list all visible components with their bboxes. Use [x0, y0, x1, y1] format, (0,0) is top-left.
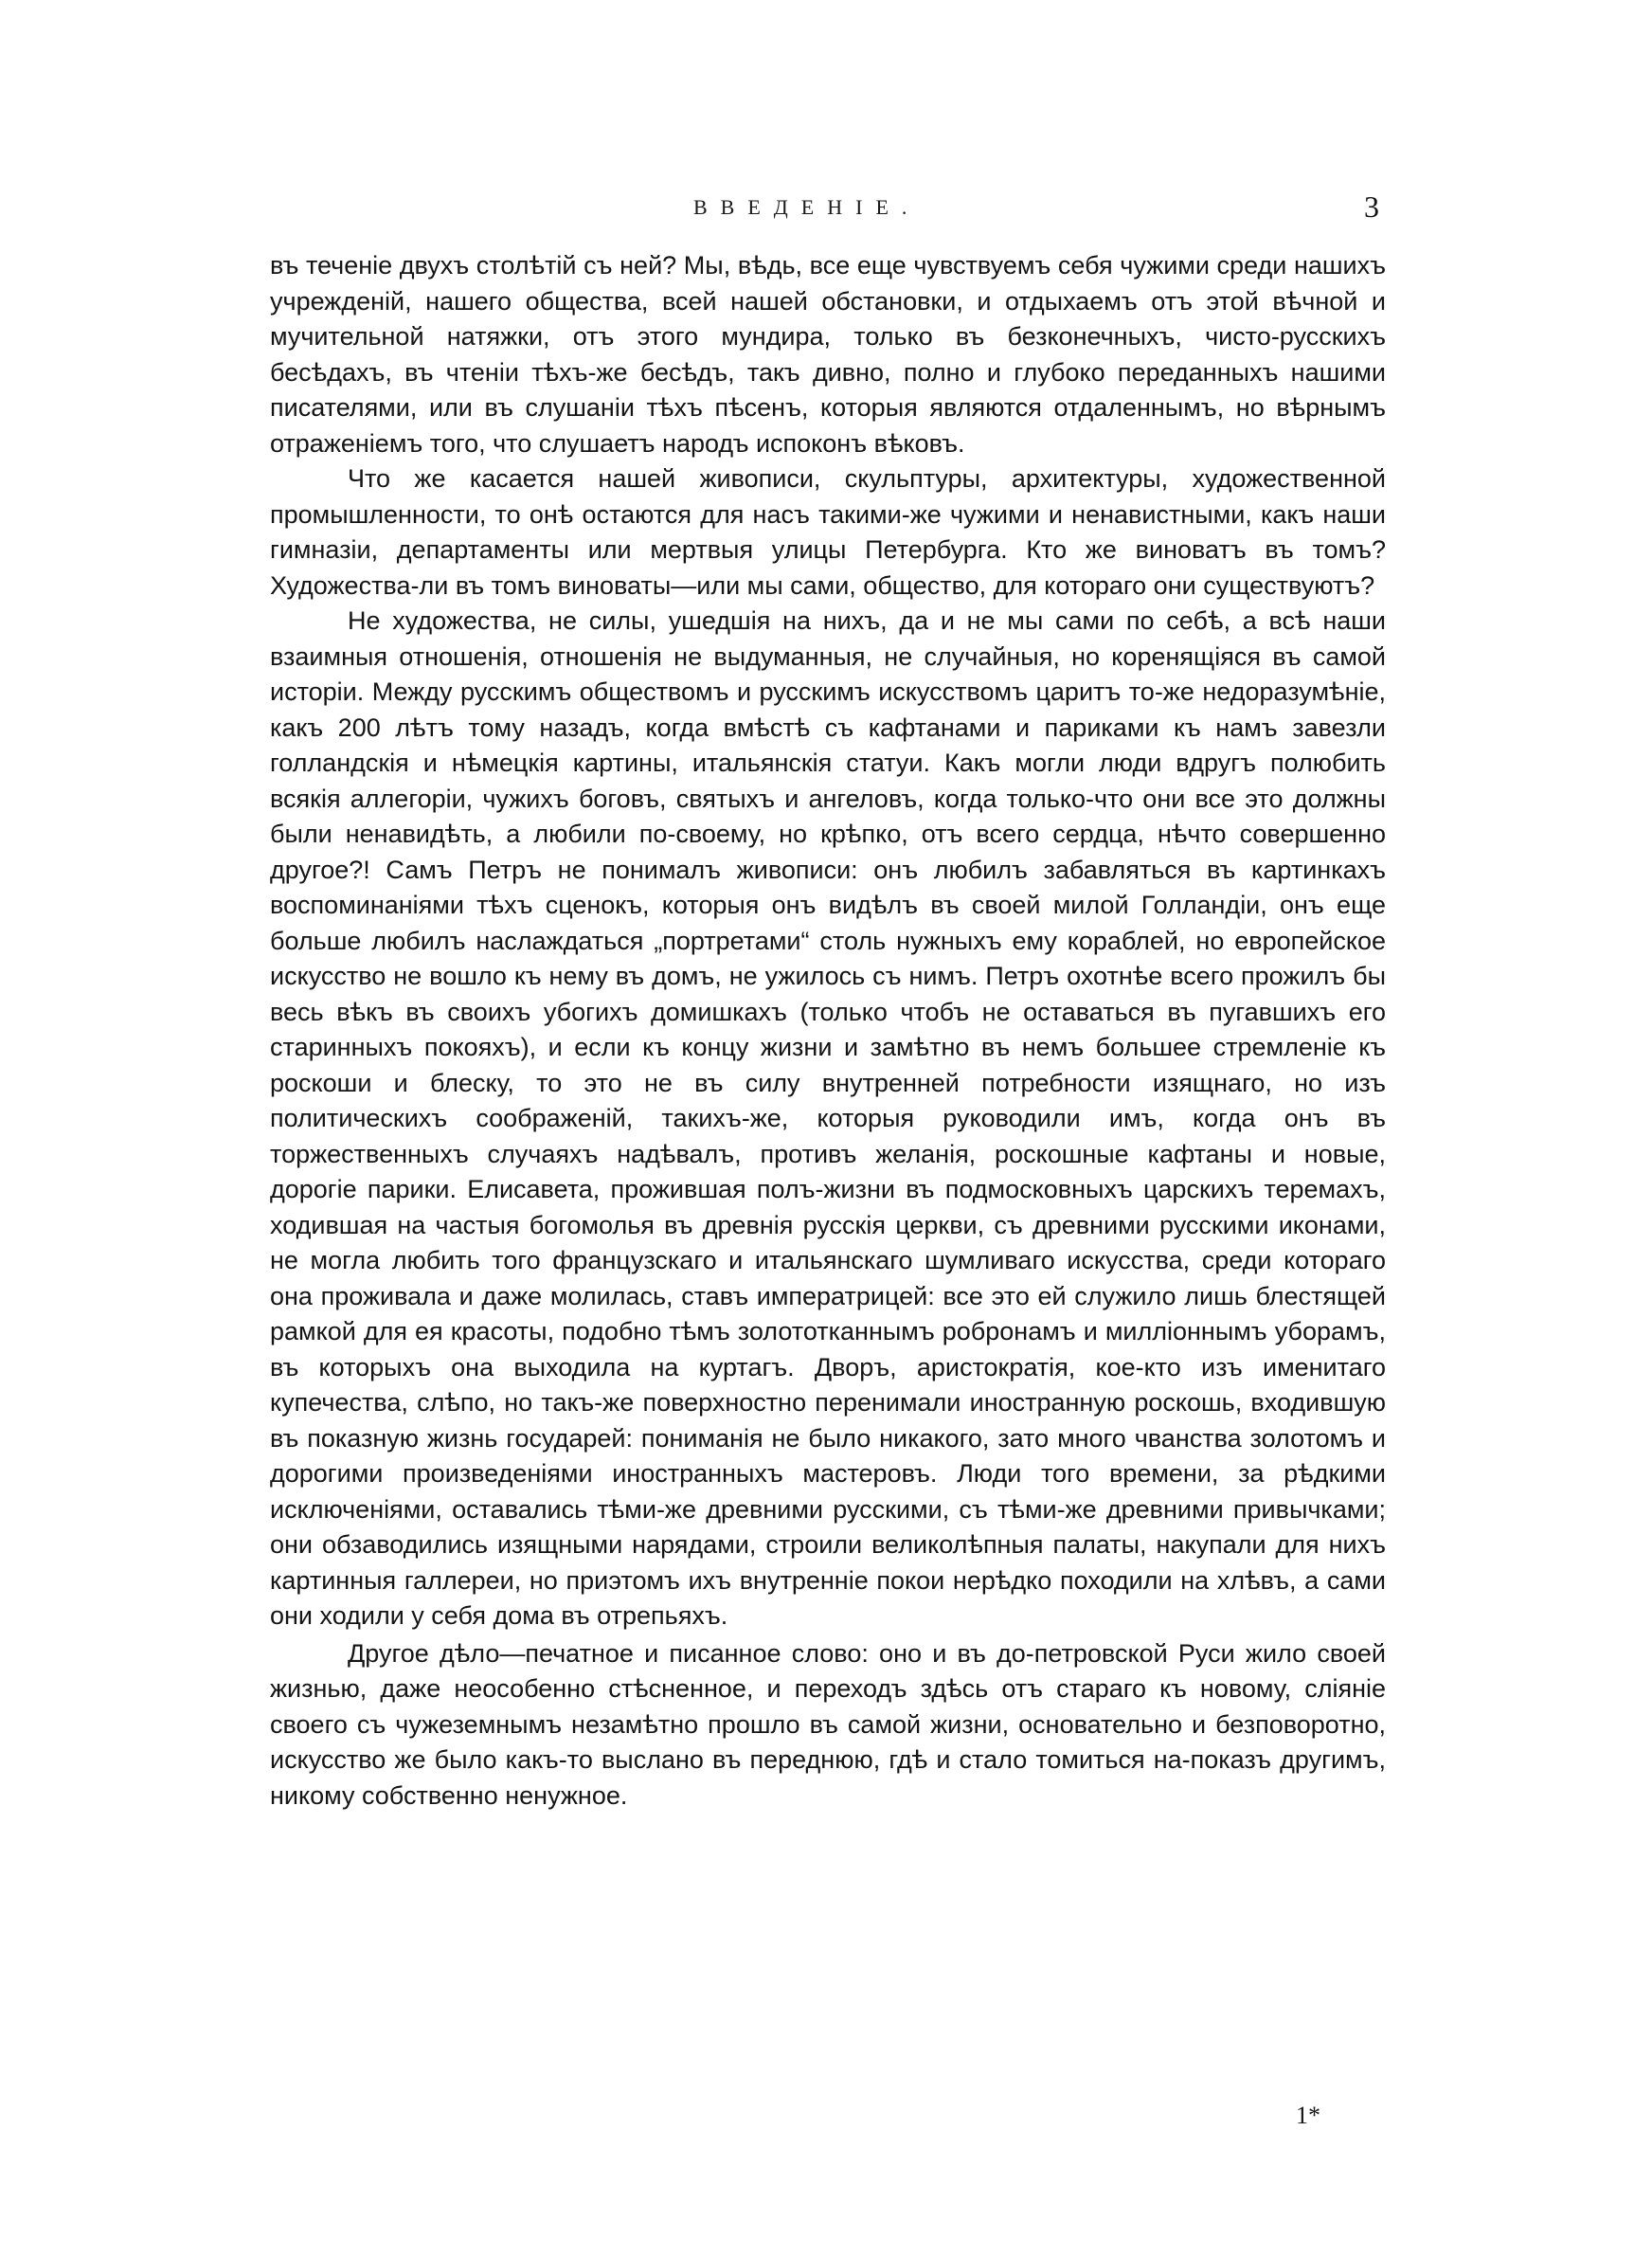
page-title: ВВЕДЕНІЕ.: [693, 195, 921, 219]
running-head: [0, 190, 1652, 237]
page-number: 3: [1364, 190, 1379, 224]
signature-mark: 1*: [1296, 2102, 1320, 2129]
body-text: [270, 248, 1386, 1814]
paragraph-painting: Что же касается нашей живописи, скульптуры, архитектуры, художественной промышленности, то онѣ остаются для насъ такими-же чужими и ненавистными, какъ наши гимназіи, департаменты или мертвыя улицы Петербурга. Кто же виноватъ въ томъ? Художества-ли въ томъ виноваты—или мы сами, общество, для котораго они существуютъ?: [270, 464, 1386, 600]
paragraph-word: Другое дѣло—печатное и писанное слово: оно и въ до-петровской Руси жило своей жизнью, даже неособенно стѣсненное, и переходъ здѣсь отъ стараго къ новому, сліяніе своего съ чужеземнымъ незамѣтно прошло въ самой жизни, основательно и безповоротно, искусство же было какъ-то выслано въ переднюю, гдѣ и стало томиться на-показъ другимъ, никому собственно ненужное.: [270, 1638, 1386, 1810]
paragraph-continuation: въ теченіе двухъ столѣтій съ ней? Мы, вѣдь, все еще чувствуемъ себя чужими среди нашихъ учрежденій, нашего общества, всей нашей обстановки, и отдыхаемъ отъ этой вѣчной и мучительной натяжки, отъ этого мундира, только въ безконечныхъ, чисто-русскихъ бесѣдахъ, въ чтеніи тѣхъ-же бесѣдъ, такъ дивно, полно и глубоко переданныхъ нашими писателями, или въ слушаніи тѣхъ пѣсенъ, которыя являются отдаленнымъ, но вѣрнымъ отраженіемъ того, что слушаетъ народъ испоконъ вѣковъ.: [270, 251, 1386, 458]
paragraph-history: Не художества, не силы, ушедшія на нихъ, да и не мы сами по себѣ, а всѣ наши взаимныя отношенія, отношенія не выдуманныя, не случайныя, но коренящіяся въ самой исторіи. Между русскимъ обществомъ и русскимъ искусствомъ царитъ то-же недоразумѣніе, какъ 200 лѣтъ тому назадъ, когда вмѣстѣ съ кафтанами и париками къ намъ завезли голландскія и нѣмецкія картины, итальянскія статуи. Какъ могли люди вдругъ полюбить всякія аллегоріи, чужихъ боговъ, святыхъ и ангеловъ, когда только-что они все это должны были ненавидѣть, а любили по-своему, но крѣпко, отъ всего сердца, нѣчто совершенно другое?! Самъ Петръ не понималъ живописи: онъ любилъ забавляться въ картинкахъ воспоминаніями тѣхъ сценокъ, которыя онъ видѣлъ въ своей милой Голландіи, онъ еще больше любилъ наслаждаться „портретами“ столь нужныхъ ему кораблей, но европейское искусство не вошло къ нему въ домъ, не ужилось съ нимъ. Петръ охотнѣе всего прожилъ бы весь вѣкъ въ своихъ убогихъ домишкахъ (только чтобъ не оставаться въ пугавшихъ его старинныхъ покояхъ), и если къ концу жизни и замѣтно въ немъ большее стремленіе къ роскоши и блеску, то это не въ силу внутренней потребности изящнаго, но изъ политическихъ соображеній, такихъ-же, которыя руководили имъ, когда онъ въ торжественныхъ случаяхъ надѣвалъ, противъ желанія, роскошные кафтаны и новые, дорогіе парики. Елисавета, прожившая полъ-жизни въ подмосковныхъ царскихъ теремахъ, ходившая на частыя богомолья въ древнія русскія церкви, съ древними русскими иконами, не могла любить того французскаго и итальянскаго шумливаго искусства, среди котораго она проживала и даже молилась, ставъ императрицей: все это ей служило лишь блестящей рамкой для ея красоты, подобно тѣмъ золототканнымъ робронамъ и милліоннымъ уборамъ, въ которыхъ она выходила на куртагъ. Дворъ, аристократія, кое-кто изъ именитаго купечества, слѣпо, но такъ-же поверхностно перенимали иностранную роскошь, входившую въ показную жизнь государей: пониманія не было никакого, зато много чванства золотомъ и дорогими произведеніями иностранныхъ мастеровъ. Люди того времени, за рѣдкими исключеніями, оставались тѣми-же древними русскими, съ тѣми-же древними привычками; они обзаводились изящными нарядами, строили великолѣпныя палаты, накупали для нихъ картинныя галлереи, но приэтомъ ихъ внутренніе покои нерѣдко походили на хлѣвъ, а сами они ходили у себя дома въ отрепьяхъ.: [270, 606, 1386, 1630]
